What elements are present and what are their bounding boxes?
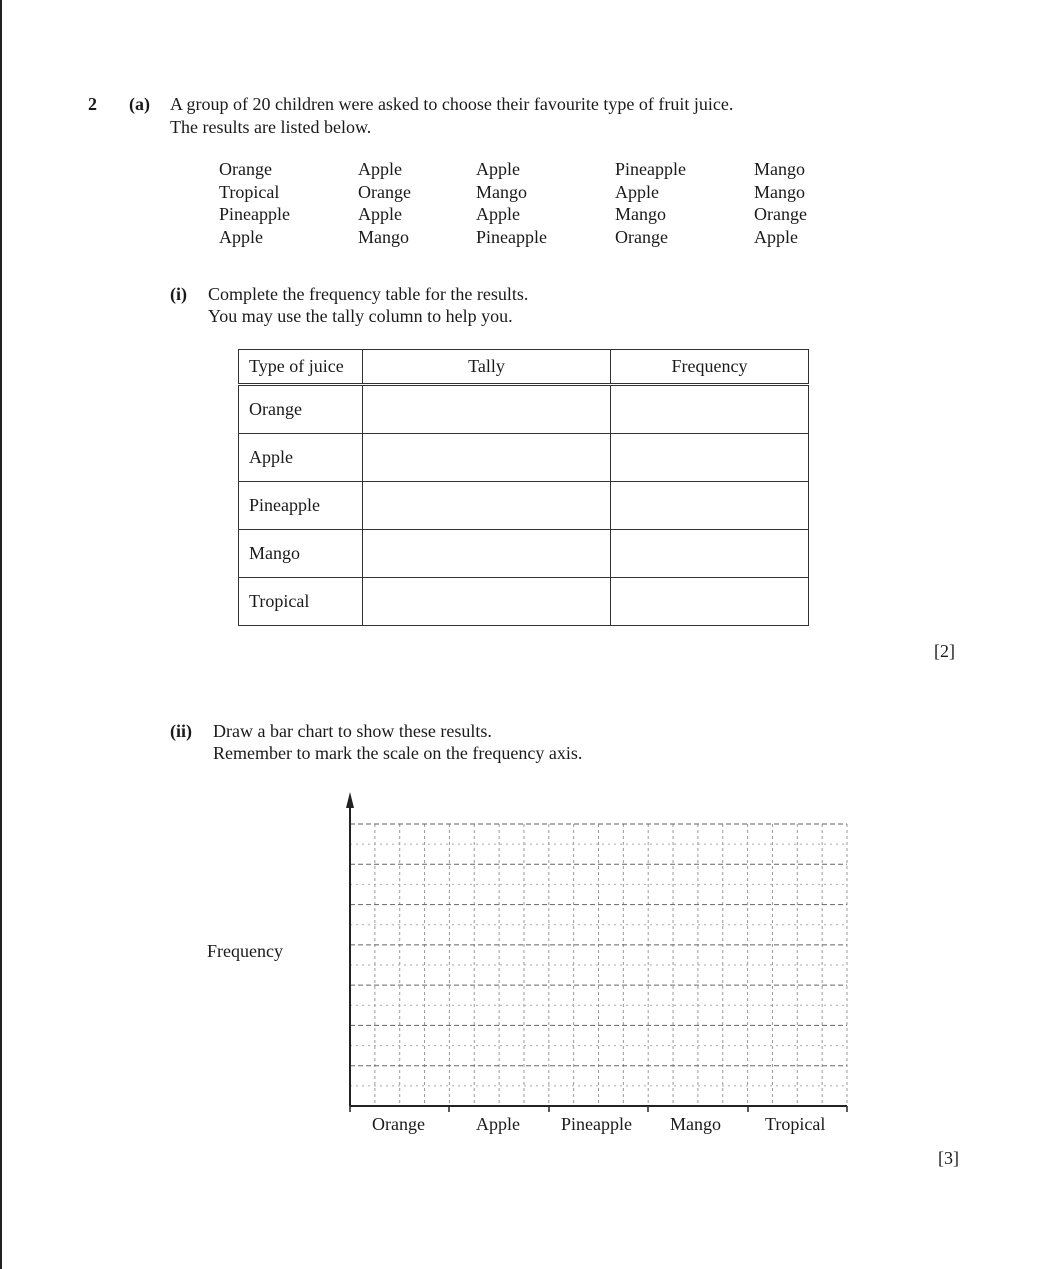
tally-cell[interactable] xyxy=(363,385,611,434)
response-item: Orange xyxy=(754,204,807,224)
response-item: Pineapple xyxy=(476,226,547,247)
frequency-cell[interactable] xyxy=(611,530,809,578)
responses-column-5 xyxy=(754,158,807,248)
table-header-row xyxy=(239,350,809,385)
response-item: Apple xyxy=(219,226,263,247)
page-left-border xyxy=(0,0,2,1269)
table-row xyxy=(239,385,809,434)
frequency-cell[interactable] xyxy=(611,385,809,434)
response-item: Apple xyxy=(754,226,798,247)
header-tally: Tally xyxy=(363,350,611,385)
response-item: Mango xyxy=(754,181,805,202)
part-i-marks: [2] xyxy=(934,641,955,661)
responses-column-3 xyxy=(476,158,547,248)
x-category-label: Apple xyxy=(476,1114,520,1134)
responses-column-1 xyxy=(219,158,290,248)
part-i-line-1: Complete the frequency table for the results. xyxy=(208,284,529,304)
chart-y-axis-label: Frequency xyxy=(207,941,283,961)
part-i-line-2: You may use the tally column to help you. xyxy=(208,306,513,326)
response-item: Apple xyxy=(476,159,520,179)
response-item: Apple xyxy=(615,181,659,202)
part-ii-marks: [3] xyxy=(938,1148,959,1168)
response-item: Mango xyxy=(615,204,666,224)
table-row xyxy=(239,434,809,482)
juice-type-cell: Orange xyxy=(239,385,363,434)
response-item: Apple xyxy=(476,204,520,224)
part-ii-line-1: Draw a bar chart to show these results. xyxy=(213,721,492,741)
frequency-table xyxy=(238,349,809,626)
header-frequency: Frequency xyxy=(611,350,809,385)
juice-type-cell: Apple xyxy=(239,434,363,482)
table-row xyxy=(239,530,809,578)
y-axis-arrow-icon xyxy=(346,792,354,808)
response-item: Pineapple xyxy=(615,159,686,179)
tally-cell[interactable] xyxy=(363,578,611,626)
x-category-label: Pineapple xyxy=(561,1114,632,1134)
intro-line-1: A group of 20 children were asked to choose their favourite type of fruit juice. xyxy=(170,94,734,114)
frequency-cell[interactable] xyxy=(611,482,809,530)
x-category-label: Tropical xyxy=(765,1114,826,1134)
response-item: Orange xyxy=(219,159,272,179)
header-type-of-juice: Type of juice xyxy=(239,350,363,385)
response-item: Mango xyxy=(754,159,805,179)
juice-type-cell: Tropical xyxy=(239,578,363,626)
part-a-label: (a) xyxy=(129,94,150,114)
responses-column-2 xyxy=(358,158,411,248)
x-category-label: Orange xyxy=(372,1114,425,1134)
response-item: Tropical xyxy=(219,181,280,202)
part-ii-label: (ii) xyxy=(170,721,192,741)
question-number: 2 xyxy=(88,94,97,114)
part-i-label: (i) xyxy=(170,284,187,304)
response-item: Apple xyxy=(358,159,402,179)
response-item: Mango xyxy=(476,181,527,202)
tally-cell[interactable] xyxy=(363,530,611,578)
frequency-cell[interactable] xyxy=(611,434,809,482)
x-category-label: Mango xyxy=(670,1114,721,1134)
response-item: Pineapple xyxy=(219,204,290,224)
response-item: Orange xyxy=(358,181,411,202)
tally-cell[interactable] xyxy=(363,434,611,482)
response-item: Apple xyxy=(358,204,402,224)
tally-cell[interactable] xyxy=(363,482,611,530)
juice-type-cell: Mango xyxy=(239,530,363,578)
intro-line-2: The results are listed below. xyxy=(170,117,372,137)
bar-chart-grid[interactable] xyxy=(340,786,855,1116)
part-ii-line-2: Remember to mark the scale on the frequency axis. xyxy=(213,743,583,763)
response-item: Mango xyxy=(358,226,409,247)
response-item: Orange xyxy=(615,226,668,247)
table-row xyxy=(239,482,809,530)
juice-type-cell: Pineapple xyxy=(239,482,363,530)
table-row xyxy=(239,578,809,626)
responses-column-4 xyxy=(615,158,686,248)
frequency-cell[interactable] xyxy=(611,578,809,626)
